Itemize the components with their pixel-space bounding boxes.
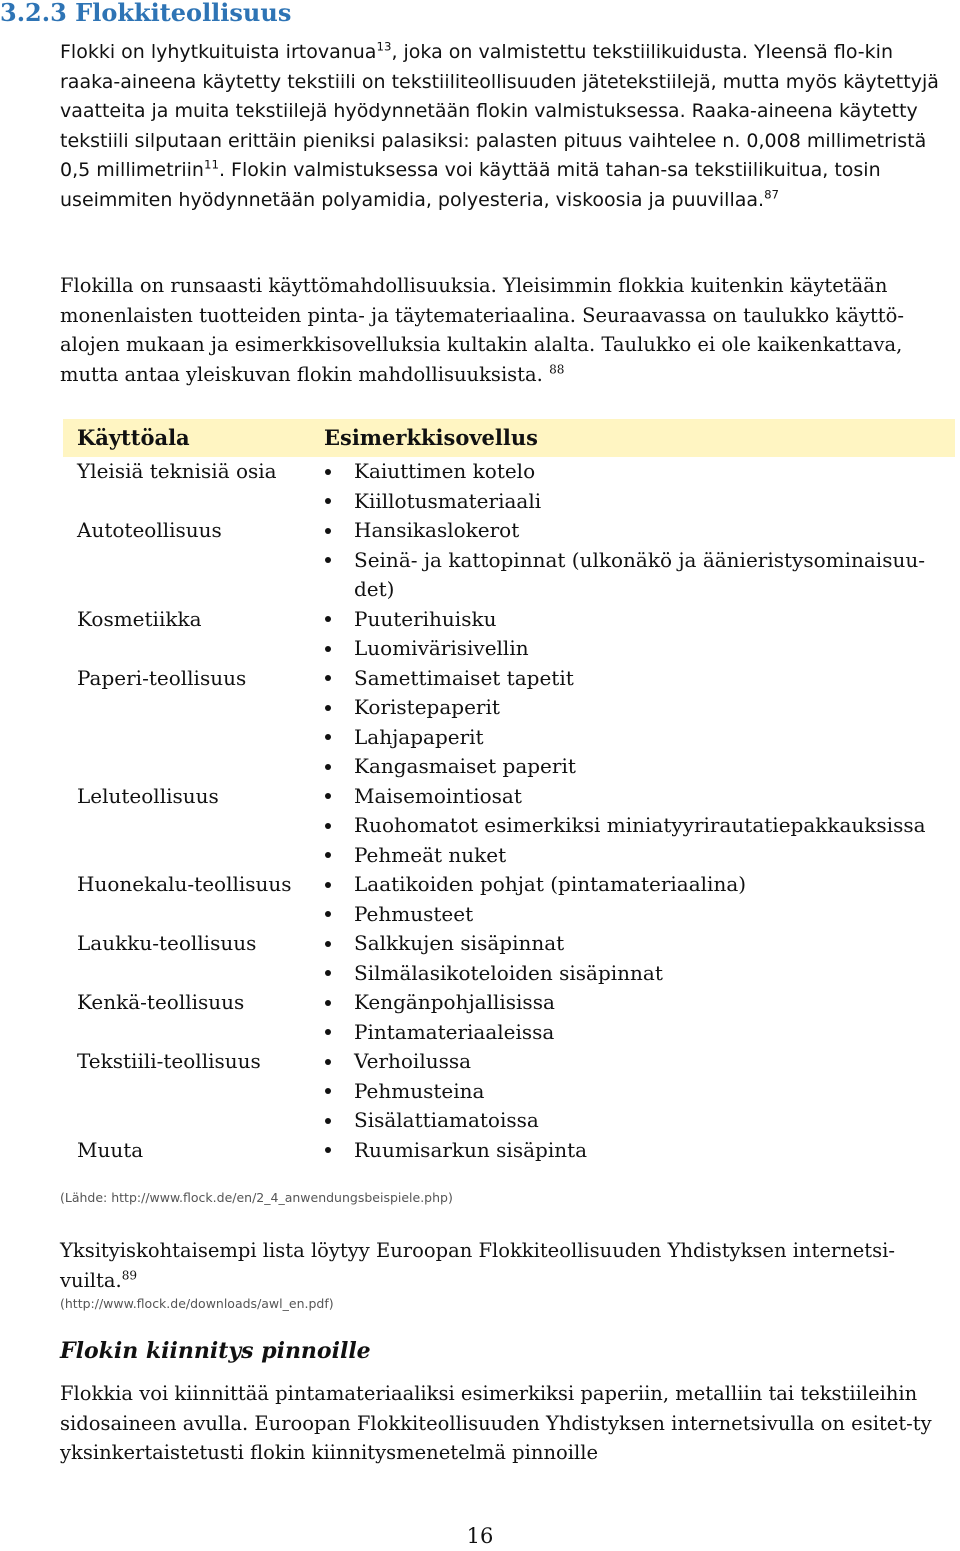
- category-cell: Muuta: [77, 1137, 144, 1162]
- example-item: Pehmusteet: [354, 901, 474, 926]
- header-esimerkkisovellus: Esimerkkisovellus: [324, 425, 538, 450]
- bullet-icon: [322, 1047, 334, 1077]
- example-item: Koristepaperit: [354, 695, 500, 719]
- example-item: Kaiuttimen kotelo: [354, 459, 536, 483]
- bullet-icon: [322, 546, 334, 576]
- intro-paragraph-1: [60, 38, 950, 215]
- example-item: Pehmusteina: [354, 1078, 485, 1103]
- example-item: Luomivärisivellin: [354, 636, 529, 660]
- page-number: 16: [466, 1524, 494, 1548]
- category-cell: Huonekalu-teollisuus: [77, 872, 292, 896]
- bullet-icon: [322, 841, 334, 871]
- bullet-icon: [322, 634, 334, 664]
- category-cell: Laukku-teollisuus: [77, 931, 257, 955]
- intro-text-a: Flokki on lyhytkuituista irtovanua: [60, 41, 377, 63]
- more-info-source: (http://www.flock.de/downloads/awl_en.pdf): [60, 1296, 334, 1311]
- table-header-row: [63, 419, 955, 457]
- bullet-icon: [322, 1136, 334, 1166]
- bullet-icon: [322, 1077, 334, 1107]
- bullet-icon: [322, 870, 334, 900]
- bullet-icon: [322, 811, 334, 841]
- attachment-heading: Flokin kiinnitys pinnoille: [60, 1338, 371, 1364]
- header-kayttoala: Käyttöala: [77, 425, 190, 450]
- example-item: Maisemointiosat: [354, 783, 522, 808]
- footnote-ref-11: 11: [203, 157, 219, 172]
- example-item: Laatikoiden pohjat (pintamateriaalina): [354, 872, 747, 896]
- footnote-ref-88: 88: [549, 362, 565, 376]
- example-item: Sisälattiamatoissa: [354, 1108, 539, 1132]
- example-item: Pintamateriaaleissa: [354, 1019, 555, 1044]
- category-cell: Paperi-teollisuus: [77, 665, 247, 690]
- example-item: Salkkujen sisäpinnat: [354, 931, 565, 955]
- example-item: Hansikaslokerot: [354, 518, 520, 542]
- example-item: Samettimaiset tapetit: [354, 665, 574, 690]
- example-item: Lahjapaperit: [354, 724, 484, 749]
- bullet-icon: [322, 487, 334, 517]
- bullet-icon: [322, 1018, 334, 1048]
- example-item: Ruohomatot esimerkiksi miniatyyrirautatiepakkauksissa: [354, 813, 926, 837]
- bullet-icon: [322, 605, 334, 635]
- example-item: Verhoilussa: [354, 1049, 472, 1073]
- example-item: Kangasmaiset paperit: [354, 754, 576, 778]
- bullet-icon: [322, 516, 334, 546]
- example-item: Pehmeät nuket: [354, 842, 507, 867]
- bullet-icon: [322, 752, 334, 782]
- category-cell: Autoteollisuus: [77, 518, 222, 542]
- bullet-icon: [322, 664, 334, 694]
- bullet-icon: [322, 900, 334, 930]
- example-item: Kengänpohjallisissa: [354, 990, 555, 1014]
- section-heading: 3.2.3 Flokkiteollisuus: [0, 0, 292, 27]
- footnote-ref-87: 87: [764, 187, 780, 202]
- intro-paragraph-2: [60, 271, 950, 389]
- category-cell: Leluteollisuus: [77, 783, 219, 808]
- bullet-icon: [322, 959, 334, 989]
- example-item: Seinä- ja kattopinnat (ulkonäkö ja äänieristysominaisuu-det): [354, 547, 925, 601]
- intro-text-c: . Flokin valmistuksessa voi käyttää mitä tahan-sa tekstiilikuitua, tosin useimmiten hyödynnetään polyamidia, polyesteria, viskoosia ja puuvillaa.: [60, 159, 881, 211]
- more-info-text: Yksityiskohtaisempi lista löytyy Euroopan Flokkiteollisuuden Yhdistyksen internetsi-vuilta.: [60, 1239, 895, 1292]
- example-item: Ruumisarkun sisäpinta: [354, 1137, 588, 1162]
- bullet-icon: [322, 988, 334, 1018]
- bullet-icon: [322, 457, 334, 487]
- example-item: Silmälasikoteloiden sisäpinnat: [354, 960, 663, 985]
- more-info-paragraph: [60, 1236, 950, 1295]
- category-cell: Kenkä-teollisuus: [77, 990, 245, 1014]
- bullet-icon: [322, 782, 334, 812]
- intro-text-b: , joka on valmistettu tekstiilikuidusta. Yleensä flo-kin raaka-aineena käytetty tekstiili on tekstiiliteollisuuden jätetekstiilejä, mutta myös käytettyjä vaatteita ja muita tekstiilejä hyödynnetään flokin valmistuksessa. Raaka-aineena käytetty tekstiili silputaan erittäin pieniksi palasiksi: palasten pituus vaihtelee n. 0,008 millimetristä 0,5 millimetriin: [60, 41, 939, 181]
- bullet-icon: [322, 693, 334, 723]
- footnote-ref-13: 13: [376, 39, 392, 54]
- category-cell: Kosmetiikka: [77, 606, 202, 631]
- bullet-icon: [322, 1106, 334, 1136]
- category-cell: Yleisiä teknisiä osia: [77, 459, 277, 483]
- table-source: (Lähde: http://www.flock.de/en/2_4_anwendungsbeispiele.php): [60, 1190, 453, 1205]
- intro-p2-text: Flokilla on runsaasti käyttömahdollisuuksia. Yleisimmin flokkia kuitenkin käytetään monenlaisten tuotteiden pinta- ja täytemateriaalina. Seuraavassa on taulukko käyttö-alojen mukaan ja esimerkkisovelluksia kultakin alalta. Taulukko ei ole kaikenkattava, mutta antaa yleiskuvan flokin mahdollisuuksista.: [60, 274, 904, 386]
- example-item: Kiillotusmateriaali: [354, 488, 542, 513]
- attachment-paragraph: Flokkia voi kiinnittää pintamateriaaliksi esimerkiksi paperiin, metalliin tai tekstiileihin sidosaineen avulla. Euroopan Flokkiteollisuuden Yhdistyksen internetsivulla on esitet-ty yksinkertaistetusti flokin kiinnitysmenetelmä pinnoille: [60, 1382, 932, 1464]
- category-cell: Tekstiili-teollisuus: [77, 1049, 261, 1073]
- bullet-icon: [322, 929, 334, 959]
- footnote-ref-89: 89: [121, 1268, 138, 1282]
- example-item: Puuterihuisku: [354, 606, 497, 631]
- bullet-icon: [322, 723, 334, 753]
